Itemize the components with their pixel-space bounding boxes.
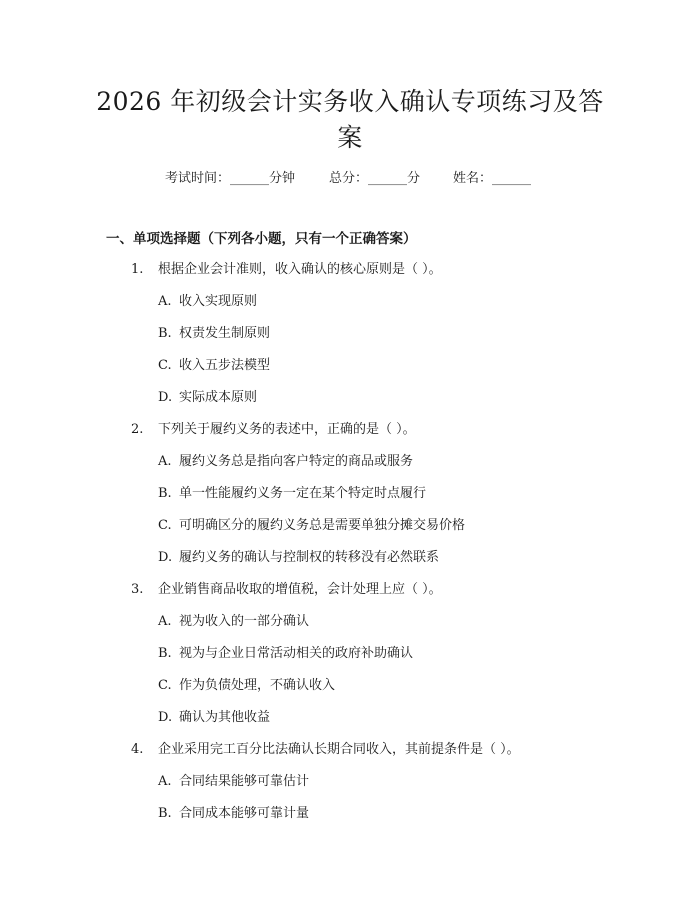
question-text: 下列关于履约义务的表述中，正确的是（ ）。 bbox=[158, 422, 416, 437]
option-3b bbox=[158, 645, 413, 663]
option-letter: D. bbox=[158, 710, 173, 725]
option-text: 作为负债处理，不确认收入 bbox=[179, 678, 336, 693]
option-2c bbox=[158, 517, 465, 535]
option-1a bbox=[158, 293, 257, 311]
option-text: 视为与企业日常活动相关的政府补助确认 bbox=[179, 646, 414, 661]
question-1 bbox=[131, 261, 442, 279]
option-letter: A. bbox=[158, 454, 172, 469]
option-text: 收入五步法模型 bbox=[179, 358, 271, 373]
option-3a bbox=[158, 613, 309, 631]
question-number: 3. bbox=[131, 582, 144, 597]
option-1d bbox=[158, 389, 257, 407]
question-number: 2. bbox=[131, 422, 144, 437]
option-1c bbox=[158, 357, 270, 375]
option-letter: B. bbox=[158, 806, 172, 821]
option-text: 合同成本能够可靠计量 bbox=[179, 806, 310, 821]
question-text: 企业销售商品收取的增值税，会计处理上应（ ）。 bbox=[158, 582, 442, 597]
total-score-label: 总分：______分 bbox=[329, 171, 421, 186]
option-2a bbox=[158, 453, 413, 471]
option-text: 实际成本原则 bbox=[179, 390, 258, 405]
section-heading: 一、单项选择题（下列各小题，只有一个正确答案） bbox=[106, 231, 417, 247]
question-number: 4. bbox=[131, 742, 144, 757]
option-4b bbox=[158, 805, 309, 823]
option-text: 履约义务的确认与控制权的转移没有必然联系 bbox=[179, 550, 440, 565]
question-3 bbox=[131, 581, 442, 599]
option-letter: C. bbox=[158, 358, 172, 373]
option-2b bbox=[158, 485, 426, 503]
option-letter: D. bbox=[158, 390, 173, 405]
option-text: 合同结果能够可靠估计 bbox=[179, 774, 310, 789]
option-letter: B. bbox=[158, 326, 172, 341]
option-letter: A. bbox=[158, 614, 172, 629]
option-letter: B. bbox=[158, 486, 172, 501]
option-text: 权责发生制原则 bbox=[179, 326, 271, 341]
question-number: 1. bbox=[131, 262, 144, 277]
document-title: 2026 年初级会计实务收入确认专项练习及答案 bbox=[96, 87, 604, 152]
option-text: 可明确区分的履约义务总是需要单独分摊交易价格 bbox=[179, 518, 466, 533]
option-letter: C. bbox=[158, 678, 172, 693]
option-text: 单一性能履约义务一定在某个特定时点履行 bbox=[179, 486, 427, 501]
option-3c bbox=[158, 677, 335, 695]
exam-time-label: 考试时间：______分钟 bbox=[165, 171, 296, 186]
option-letter: C. bbox=[158, 518, 172, 533]
option-text: 收入实现原则 bbox=[179, 294, 258, 309]
option-text: 确认为其他收益 bbox=[179, 710, 271, 725]
question-text: 根据企业会计准则，收入确认的核心原则是（ ）。 bbox=[158, 262, 442, 277]
question-2 bbox=[131, 421, 416, 439]
option-letter: B. bbox=[158, 646, 172, 661]
option-letter: A. bbox=[158, 294, 172, 309]
option-text: 视为收入的一部分确认 bbox=[179, 614, 310, 629]
question-4 bbox=[131, 741, 520, 759]
option-4a bbox=[158, 773, 309, 791]
option-letter: D. bbox=[158, 550, 173, 565]
option-3d bbox=[158, 709, 270, 727]
option-letter: A. bbox=[158, 774, 172, 789]
name-label: 姓名：______ bbox=[453, 171, 532, 186]
option-text: 履约义务总是指向客户特定的商品或服务 bbox=[179, 454, 414, 469]
option-2d bbox=[158, 549, 439, 567]
question-text: 企业采用完工百分比法确认长期合同收入，其前提条件是（ ）。 bbox=[158, 742, 520, 757]
option-1b bbox=[158, 325, 270, 343]
